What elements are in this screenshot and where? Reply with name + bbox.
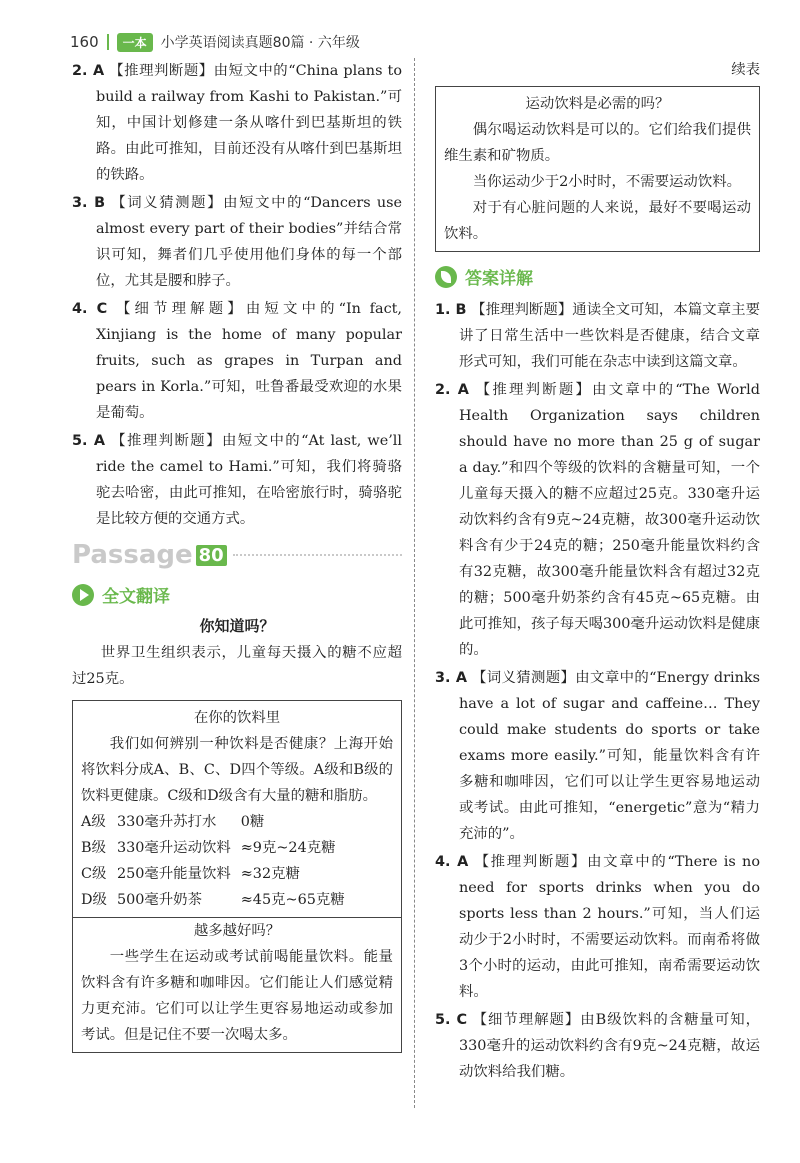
grade-cell: C级 [81,866,107,882]
answer-text: 【细节理解题】由B级饮料的含糖量可知，330毫升的运动饮料约含有9克~24克糖，故运动饮料给我们糖。 [459,1012,760,1080]
left-column [72,58,402,1053]
drink-cell: 250毫升能量饮料 [116,866,231,882]
table-row [81,861,355,887]
answers-title: 答案详解 [465,269,533,289]
column-divider [414,58,415,1108]
passage-rule [233,554,402,556]
levels-table [81,809,355,913]
continued-box [435,86,760,252]
passage-heading [72,540,402,570]
book-title: 小学英语阅读真题80篇 · 六年级 [160,35,360,51]
box-title: 运动饮料是必需的吗？ [525,96,670,112]
answer-item [72,428,402,532]
header-divider [107,34,109,50]
answer-number: 2. A [72,63,105,79]
article-title: 你知道吗？ [199,617,275,635]
answer-text: 【推理判断题】由文章中的“The World Health Organization says children should have no more than 25 g of sugar a day.”和四个等级的饮料的含糖量可知，一个儿童每天摄入的糖不应超过25克。330毫升运动饮料约含有9克~24克糖，故300毫升运动饮料含有少于24克的糖；250毫升能量饮料约含有32克糖，故300毫升能量饮料含有超过32克的糖；500毫升奶茶约含有45克~65克糖。由此可推知，孩子每天喝300毫升运动饮料是健康的。 [459,382,760,658]
passage-number: 80 [196,545,227,566]
answer-text: 【词义猜测题】由文章中的“Energy drinks have a lot of sugar and caffeine… They could make students do sports or take exams more easily.”可知，能量饮料含有许多糖和咖啡因，它们可以让学生更容易地运动或考试。由此可推知，“energetic”意为“精力充沛的”。 [459,670,760,842]
grade-cell: B级 [81,840,106,856]
sugar-cell: 0糖 [240,814,265,830]
answer-text: 【推理判断题】由文章中的“There is no need for sports drinks when you do sports less than 2 hours.”可知，当人们运动少于2小时时，不需要运动饮料。而南希将做3个小时的运动，由此可推知，南希需要运动饮料。 [459,854,760,1000]
translation-heading [72,582,402,607]
answer-item [435,849,760,1005]
answer-number: 4. A [435,854,469,870]
answer-text: 【细节理解题】由短文中的“In fact, Xinjiang is the home of many popular fruits, such as grapes in Turpan and pears in Korla.”可知，吐鲁番最受欢迎的水果是葡萄。 [96,301,402,421]
answer-item [72,190,402,294]
article-intro: 世界卫生组织表示，儿童每天摄入的糖不应超过25克。 [72,645,402,687]
answer-item [435,665,760,847]
answer-item [435,1007,760,1085]
table-row [81,809,355,835]
drink-cell: 330毫升苏打水 [116,814,217,830]
sugar-cell: ≈32克糖 [240,866,300,882]
box-text: 一些学生在运动或考试前喝能量饮料。能量饮料含有许多糖和咖啡因。它们能让人们感觉精力更充沛。它们可以让学生更容易地运动或参加考试。但是记住不要一次喝太多。 [81,949,393,1043]
book-logo: 一本 [117,33,153,52]
grade-cell: A级 [81,814,106,830]
table-row [81,887,355,913]
answer-text: 【词义猜测题】由短文中的“Dancers use almost every part of their bodies”并结合常识可知，舞者们几乎使用他们身体的每一个部位，尤其是腰和脖子。 [96,195,402,289]
play-icon [72,584,94,606]
answer-text: 【推理判断题】由短文中的“At last, we’ll ride the camel to Hami.”可知，我们将骑骆驼去哈密，由此可推知，在哈密旅行时，骑骆驼是比较方便的交通方式。 [96,433,402,527]
translation-title: 全文翻译 [102,587,170,607]
drink-cell: 500毫升奶茶 [116,892,202,908]
drink-cell: 330毫升运动饮料 [116,840,231,856]
leaf-icon [435,266,457,288]
answer-text: 【推理判断题】由短文中的“China plans to build a railway from Kashi to Pakistan.”可知，中国计划修建一条从喀什到巴基斯坦的铁路。由此可推知，目前还没有从喀什到巴基斯坦的铁路。 [96,63,402,183]
answer-number: 5. A [72,433,106,449]
box-text: 当你运动少于2小时时，不需要运动饮料。 [472,174,741,190]
answer-number: 1. B [435,302,467,318]
page-number: 160 [70,33,99,51]
page-header [70,30,360,54]
box-text: 我们如何辨别一种饮料是否健康？上海开始将饮料分成A、B、C、D四个等级。A级和B级的饮料更健康。C级和D级含有大量的糖和脂肪。 [81,736,393,804]
box-text: 对于有心脏问题的人来说，最好不要喝运动饮料。 [444,200,751,242]
info-box [72,700,402,1053]
answer-number: 4. C [72,301,108,317]
passage-label: Passage [72,540,193,570]
answers-heading [435,264,760,289]
answer-number: 5. C [435,1012,468,1028]
answer-item [72,58,402,188]
box-title: 越多越好吗？ [193,923,281,939]
answer-item [435,377,760,663]
sugar-cell: ≈45克~65克糖 [240,892,345,908]
sugar-cell: ≈9克~24克糖 [240,840,336,856]
box-title: 在你的饮料里 [193,710,281,726]
table-row [81,835,355,861]
continued-label: 续表 [731,62,760,78]
answer-number: 3. A [435,670,467,686]
answer-item [435,297,760,375]
answer-number: 2. A [435,382,469,398]
right-column [435,58,760,1087]
box-text: 偶尔喝运动饮料是可以的。它们给我们提供维生素和矿物质。 [444,122,751,164]
answer-text: 【推理判断题】通读全文可知，本篇文章主要讲了日常生活中一些饮料是否健康，结合文章形式可知，我们可能在杂志中读到这篇文章。 [459,302,760,370]
answer-number: 3. B [72,195,106,211]
grade-cell: D级 [81,892,107,908]
answer-item [72,296,402,426]
